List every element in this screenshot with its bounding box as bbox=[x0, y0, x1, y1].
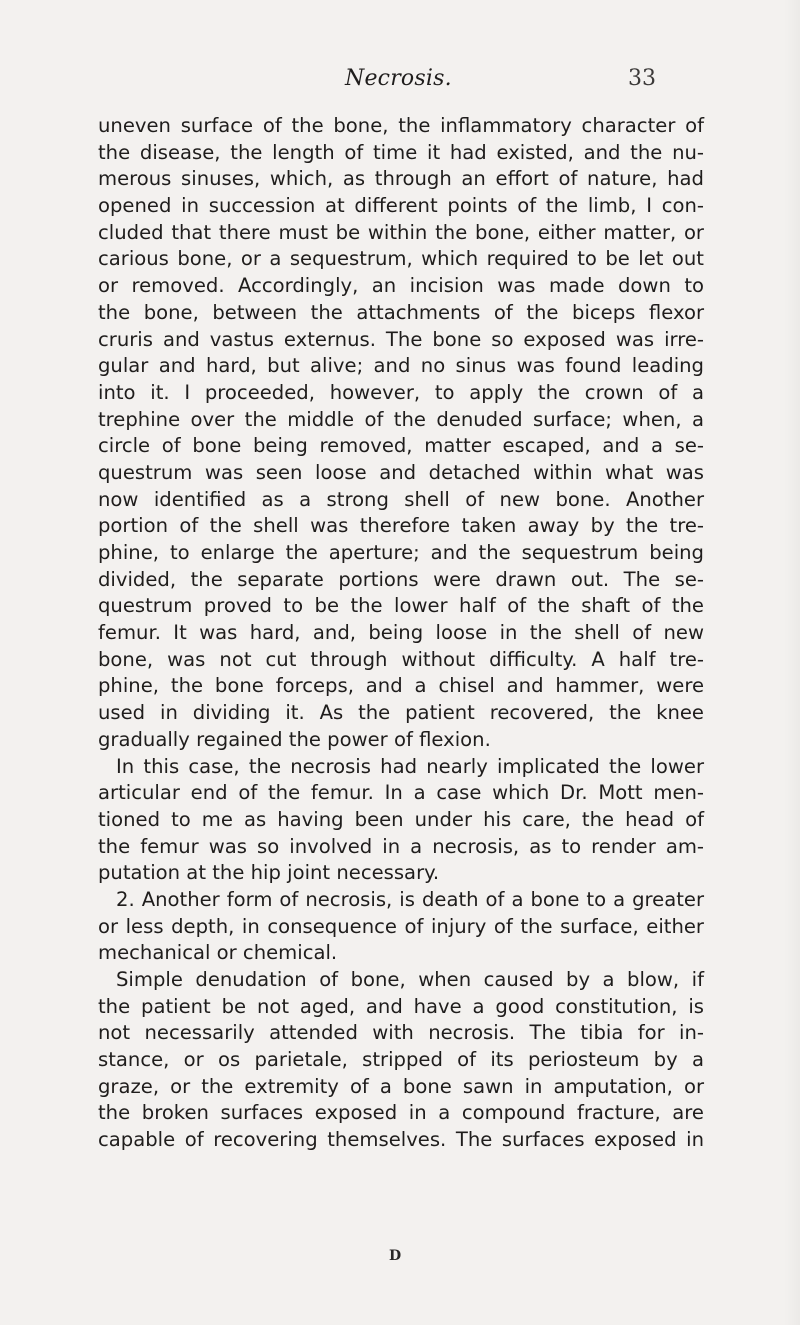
body-text bbox=[98, 113, 704, 1154]
text-line: phine, the bone forceps, and a chisel and hammer, were bbox=[98, 674, 704, 698]
text-line: divided, the separate portions were drawn out. The se- bbox=[98, 567, 704, 591]
text-line: carious bone, or a sequestrum, which required to be let out bbox=[98, 247, 704, 271]
text-line: not necessarily attended with necrosis. The tibia for in- bbox=[98, 1021, 704, 1045]
page-header bbox=[0, 58, 800, 98]
text-line: femur. It was hard, and, being loose in the shell of new bbox=[98, 621, 704, 645]
text-line: In this case, the necrosis had nearly implicated the lower bbox=[116, 754, 704, 778]
text-line: portion of the shell was therefore taken away by the tre- bbox=[98, 514, 704, 538]
text-line: gular and hard, but alive; and no sinus was found leading bbox=[98, 354, 704, 378]
text-line: articular end of the femur. In a case which Dr. Mott men- bbox=[98, 781, 704, 805]
text-line: or removed. Accordingly, an incision was made down to bbox=[98, 274, 704, 298]
page-number: 33 bbox=[628, 66, 656, 91]
text-line: questrum was seen loose and detached within what was bbox=[98, 460, 704, 484]
text-line: trephine over the middle of the denuded surface; when, a bbox=[98, 407, 704, 431]
text-line: the bone, between the attachments of the biceps flexor bbox=[98, 300, 704, 324]
text-line: putation at the hip joint necessary. bbox=[98, 861, 440, 885]
text-line: the patient be not aged, and have a good constitution, is bbox=[98, 994, 704, 1018]
text-line: phine, to enlarge the aperture; and the sequestrum being bbox=[98, 541, 704, 564]
text-line: used in dividing it. As the patient recovered, the knee bbox=[98, 701, 704, 725]
signature-mark: D bbox=[389, 1248, 402, 1264]
text-line: tioned to me as having been under his care, the head of bbox=[98, 807, 704, 831]
text-line: uneven surface of the bone, the inflammatory character of bbox=[98, 114, 704, 137]
text-line: the disease, the length of time it had existed, and the nu- bbox=[98, 140, 704, 164]
text-line: mechanical or chemical. bbox=[98, 941, 338, 965]
text-line: questrum proved to be the lower half of the shaft of the bbox=[98, 594, 704, 618]
text-line: circle of bone being removed, matter escaped, and a se- bbox=[98, 434, 704, 458]
text-line: cruris and vastus externus. The bone so exposed was irre- bbox=[98, 327, 704, 351]
text-line: opened in succession at different points of the limb, I con- bbox=[98, 194, 704, 218]
text-line: graze, or the extremity of a bone sawn in amputation, or bbox=[98, 1074, 704, 1098]
text-line: the broken surfaces exposed in a compound fracture, are bbox=[98, 1101, 704, 1125]
text-line: cluded that there must be within the bone, either matter, or bbox=[98, 220, 704, 244]
text-line: the femur was so involved in a necrosis, as to render am- bbox=[98, 834, 704, 858]
text-line: gradually regained the power of flexion. bbox=[98, 727, 491, 751]
text-line: or less depth, in consequence of injury of the surface, either bbox=[98, 914, 704, 938]
text-line: capable of recovering themselves. The surfaces exposed in bbox=[98, 1128, 704, 1152]
text-line: merous sinuses, which, as through an effort of nature, had bbox=[98, 167, 704, 191]
text-line: into it. I proceeded, however, to apply the crown of a bbox=[98, 380, 704, 404]
page-edge-shadow bbox=[784, 0, 800, 1325]
text-line: Simple denudation of bone, when caused by a blow, if bbox=[116, 968, 704, 991]
text-line: stance, or os parietale, stripped of its periosteum by a bbox=[98, 1048, 704, 1072]
text-line: 2. Another form of necrosis, is death of a bone to a greater bbox=[116, 887, 704, 911]
running-title: Necrosis. bbox=[345, 66, 452, 91]
text-line: now identified as a strong shell of new bone. Another bbox=[98, 487, 704, 511]
text-line: bone, was not cut through without difficulty. A half tre- bbox=[98, 647, 704, 671]
